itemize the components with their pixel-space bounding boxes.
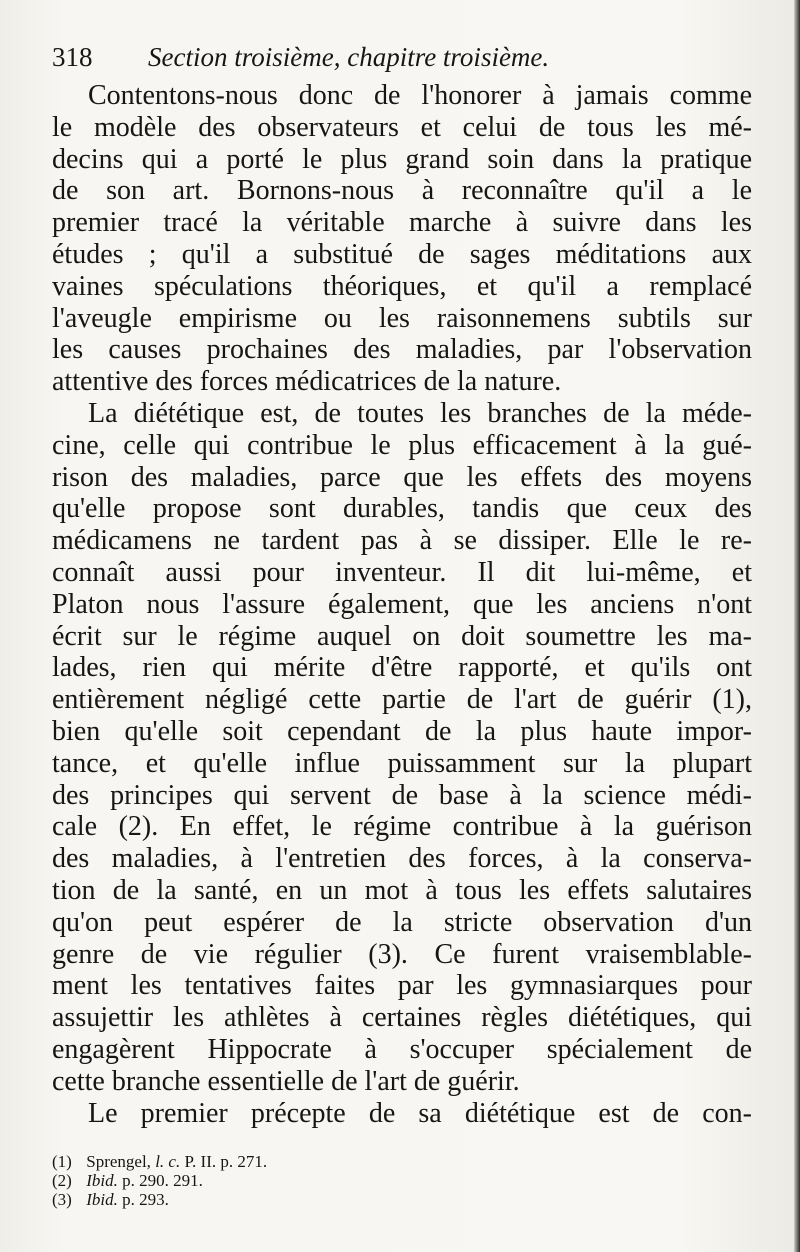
footnote-marker: (3) [52, 1190, 72, 1209]
body-text [52, 80, 752, 1129]
footnote-reference: Ibid. [86, 1171, 118, 1190]
running-header [52, 42, 752, 82]
text-line: les causes prochaines des maladies, par l'observation [52, 334, 752, 366]
text-line: qu'on peut espérer de la stricte observation d'un [52, 906, 752, 938]
text-line: le modèle des observateurs et celui de tous les mé- [52, 111, 752, 143]
text-line: ment les tentatives faites par les gymnasiarques pour [52, 970, 752, 1002]
footnote [52, 1171, 552, 1190]
text-line: entièrement négligé cette partie de l'art de guérir (1), [52, 684, 752, 716]
text-line: rison des maladies, parce que les effets des moyens [52, 461, 752, 493]
footnotes [52, 1152, 552, 1209]
footnote-marker: (2) [52, 1171, 72, 1190]
text-line: tance, et qu'elle influe puissamment sur la plupart [52, 747, 752, 779]
text-line: La diététique est, de toutes les branches de la méde- [88, 397, 752, 429]
text-line: médicamens ne tardent pas à se dissiper. Elle le re- [52, 525, 752, 557]
footnote-reference: Ibid. [86, 1190, 118, 1209]
footnote [52, 1190, 552, 1209]
text-line: engagèrent Hippocrate à s'occuper spécialement de [52, 1033, 752, 1065]
text-line: premier tracé la véritable marche à suivre dans les [52, 207, 752, 239]
running-title: Section troisième, chapitre troisième. [148, 42, 550, 72]
text-line: des maladies, à l'entretien des forces, à la conserva- [52, 843, 752, 875]
text-line: de son art. Bornons-nous à reconnaître qu'il a le [52, 175, 752, 207]
text-line: des principes qui servent de base à la science médi- [52, 779, 752, 811]
footnote-text: p. 290. 291. [122, 1171, 203, 1190]
text-line: vaines spéculations théoriques, et qu'il a remplacé [52, 270, 752, 302]
page-number: 318 [52, 42, 93, 72]
text-line: genre de vie régulier (3). Ce furent vraisemblable- [52, 938, 752, 970]
footnote-text: p. 293. [122, 1190, 169, 1209]
text-line: Platon nous l'assure également, que les anciens n'ont [52, 588, 752, 620]
footnote-marker: (1) [52, 1152, 72, 1171]
text-line: cette branche essentielle de l'art de guérir. [52, 1065, 520, 1097]
footnote-text: P. II. p. 271. [184, 1152, 268, 1171]
text-line: lades, rien qui mérite d'être rapporté, et qu'ils ont [52, 652, 752, 684]
text-line: l'aveugle empirisme ou les raisonnemens subtils sur [52, 302, 752, 334]
text-line: cine, celle qui contribue le plus efficacement à la gué- [52, 429, 752, 461]
text-line: cale (2). En effet, le régime contribue à la guérison [52, 811, 752, 843]
text-line: decins qui a porté le plus grand soin dans la pratique [52, 143, 752, 175]
footnote-reference: l. c. [155, 1152, 181, 1171]
text-line: écrit sur le régime auquel on doit soumettre les ma- [52, 620, 752, 652]
text-line: bien qu'elle soit cependant de la plus haute impor- [52, 715, 752, 747]
text-line: assujettir les athlètes à certaines règles diététiques, qui [52, 1002, 752, 1034]
page-edge-shadow [794, 0, 800, 1252]
text-line: Le premier précepte de sa diététique est de con- [88, 1097, 752, 1129]
text-line: connaît aussi pour inventeur. Il dit lui-même, et [52, 556, 752, 588]
text-line: Contentons-nous donc de l'honorer à jamais comme [88, 80, 752, 111]
text-line: tion de la santé, en un mot à tous les effets salutaires [52, 874, 752, 906]
text-line: attentive des forces médicatrices de la nature. [52, 366, 562, 398]
footnote-author: Sprengel, [86, 1152, 151, 1171]
text-line: études ; qu'il a substitué de sages méditations aux [52, 238, 752, 270]
text-line: qu'elle propose sont durables, tandis que ceux des [52, 493, 752, 525]
footnote [52, 1152, 552, 1171]
